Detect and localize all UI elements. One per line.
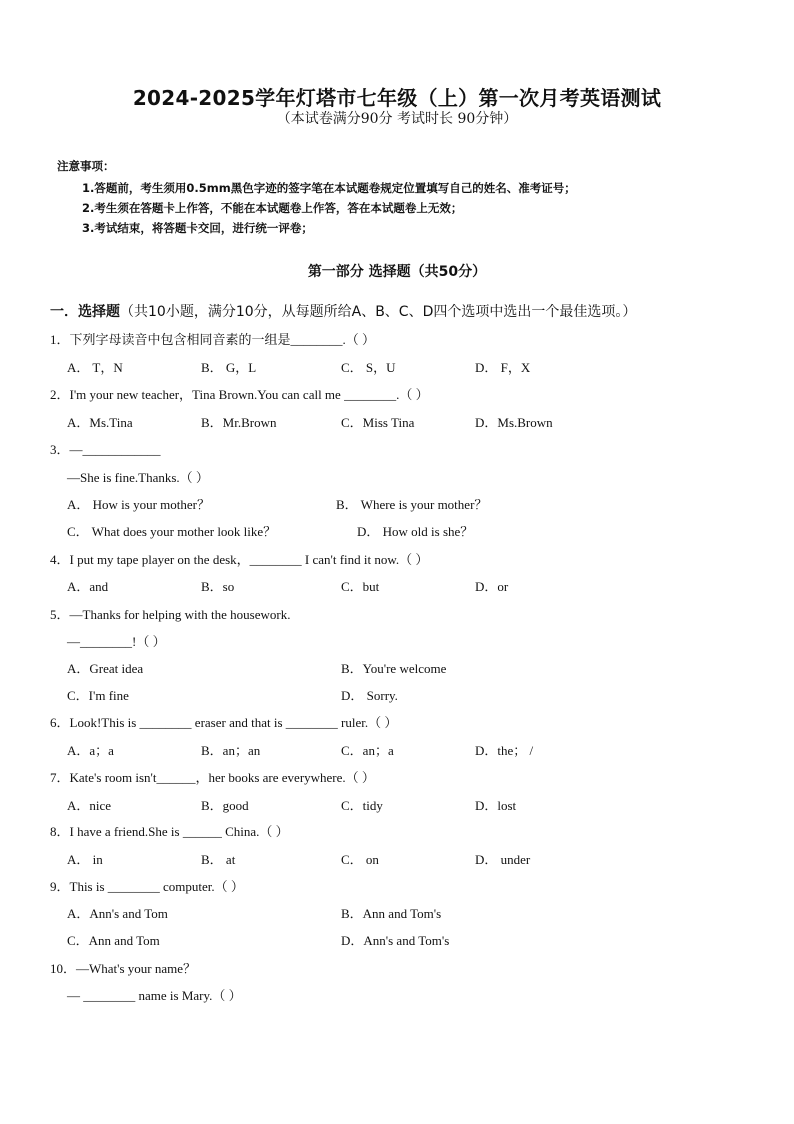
question-1-option-d: D． F，X [475,360,531,375]
question-4-option-b: B．so [201,579,235,594]
question-4-option-a: A．and [67,579,109,594]
question-8-option-a: A． in [67,852,103,867]
question-2-option-b: B．Mr.Brown [201,415,277,430]
question-2-option-d: D．Ms.Brown [475,415,553,430]
question-5-stem-line-2: —________!（ ） [67,634,166,649]
question-7-option-c: C．tidy [341,798,383,813]
question-6-option-b: B．an；an [201,743,261,758]
question-5-stem: 5．—Thanks for helping with the housework. [50,607,291,622]
question-3-option-c: C． What does your mother look like？ [67,524,277,539]
question-2-stem: 2．I'm your new teacher，Tina Brown.You can call me ________.（ ） [50,387,429,402]
question-8-stem: 8．I have a friend.She is ______ China.（ ） [50,824,289,839]
question-6-stem: 6．Look!This is ________ eraser and that is ________ ruler.（ ） [50,715,398,730]
question-8-option-b: B． at [201,852,236,867]
section-instructions: （共10小题，满分10分，从每题所给A、B、C、D四个选项中选出一个最佳选项。） [120,304,637,320]
exam-title: 2024-2025学年灯塔市七年级（上）第一次月考英语测试 [132,86,662,110]
notes-heading: 注意事项： [57,159,115,173]
question-5-option-d: D． Sorry. [341,688,398,703]
question-5-option-b: B．You're welcome [341,661,447,676]
note-item: 1.答题前，考生须用0.5mm黑色字迹的签字笔在本试题卷规定位置填写自己的姓名、准考证号； [82,181,576,195]
section-label: 一．选择题 [50,304,120,320]
question-1-stem: 1．下列字母读音中包含相同音素的一组是________.（ ） [50,332,376,347]
question-9-option-c: C．Ann and Tom [67,933,160,948]
note-item: 3.考试结束，将答题卡交回，进行统一评卷； [82,221,313,235]
question-7-option-b: B．good [201,798,249,813]
question-1-option-c: C． S，U [341,360,396,375]
section-heading [50,301,636,321]
question-10-stem-line-2: — ________ name is Mary.（ ） [67,988,242,1003]
question-1-option-a: A． T，N [67,360,123,375]
question-3-option-b: B． Where is your mother？ [336,497,488,512]
question-8-option-d: D． under [475,852,531,867]
question-3-option-d: D． How old is she？ [357,524,474,539]
question-5-option-c: C．I'm fine [67,688,129,703]
question-9-stem: 9．This is ________ computer.（ ） [50,879,244,894]
question-9-option-a: A．Ann's and Tom [67,906,168,921]
question-3-stem-line-2: —She is fine.Thanks.（ ） [67,470,209,485]
question-10-stem: 10．—What's your name？ [50,961,197,976]
question-1-option-b: B． G，L [201,360,257,375]
question-8-option-c: C． on [341,852,379,867]
exam-subtitle: （本试卷满分90分 考试时长 90分钟） [276,111,518,127]
question-7-option-d: D．lost [475,798,517,813]
question-4-option-c: C．but [341,579,380,594]
question-6-option-d: D．the； / [475,743,534,758]
notes-block [57,158,576,238]
question-9-option-d: D．Ann's and Tom's [341,933,450,948]
question-3-stem: 3．—____________ [50,442,161,457]
note-item: 2.考生须在答题卡上作答，不能在本试题卷上作答，答在本试题卷上无效； [82,201,463,215]
question-6-option-c: C．an；a [341,743,394,758]
question-7-option-a: A．nice [67,798,112,813]
part-title: 第一部分 选择题（共50分） [307,264,487,280]
question-5-option-a: A．Great idea [67,661,144,676]
question-4-option-d: D．or [475,579,509,594]
question-9-option-b: B．Ann and Tom's [341,906,442,921]
question-4-stem: 4．I put my tape player on the desk，________ I can't find it now.（ ） [50,552,429,567]
question-6-option-a: A．a；a [67,743,114,758]
question-2-option-a: A．Ms.Tina [67,415,133,430]
question-3-option-a: A． How is your mother？ [67,497,210,512]
question-7-stem: 7．Kate's room isn't______，her books are everywhere.（ ） [50,770,375,785]
question-2-option-c: C．Miss Tina [341,415,415,430]
